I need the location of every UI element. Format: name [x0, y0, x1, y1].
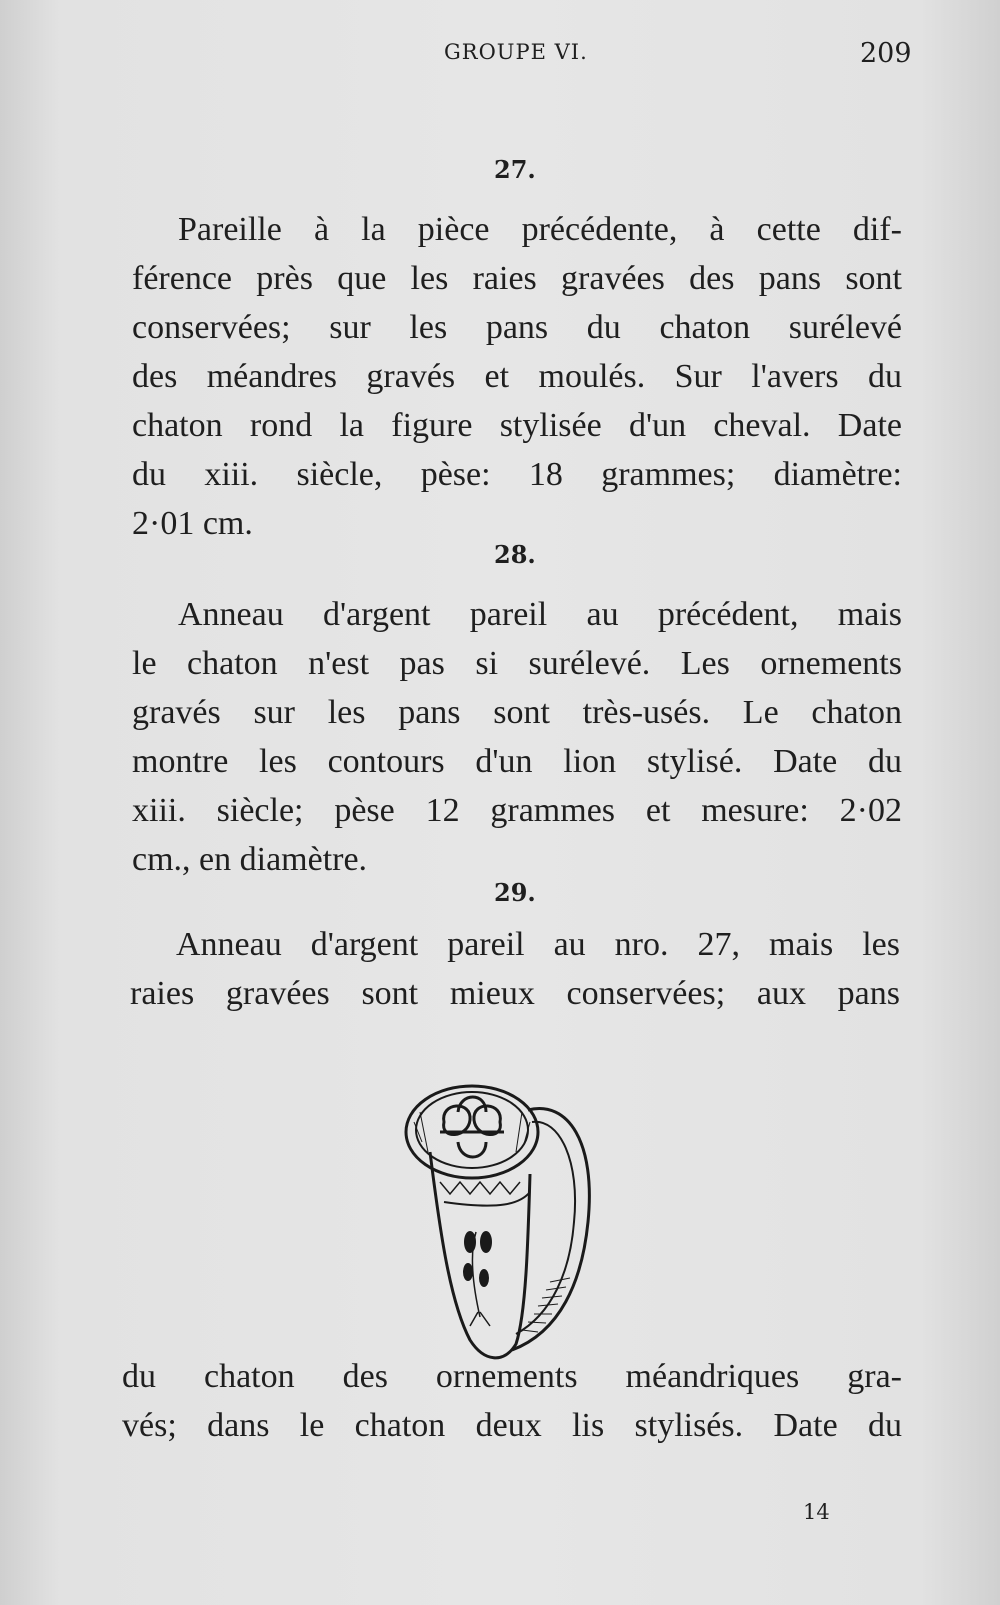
- text-line: gravés sur les pans sont très-usés. Le chaton: [132, 694, 902, 731]
- text-line: le chaton n'est pas si surélevé. Les ornements: [132, 645, 902, 682]
- running-header: GROUPE VI.: [444, 40, 588, 64]
- text-line: du chaton des ornements méandriques gra-: [122, 1358, 902, 1395]
- text-line: 2·01 cm.: [132, 505, 253, 542]
- text-line: chaton rond la figure stylisée d'un cheval. Date: [132, 407, 902, 444]
- text-line: vés; dans le chaton deux lis stylisés. Date du: [122, 1407, 902, 1444]
- entry-number-27: 27.: [494, 155, 536, 184]
- entry-27-text: [132, 205, 902, 548]
- text-line: férence près que les raies gravées des pans sont: [132, 260, 902, 297]
- entry-number-28: 28.: [494, 540, 536, 569]
- text-line: xiii. siècle; pèse 12 grammes et mesure: 2·02: [132, 792, 902, 829]
- ring-illustration: [400, 1082, 620, 1368]
- page-number: 209: [860, 38, 912, 69]
- entry-29-text-after: [122, 1352, 902, 1450]
- text-line: des méandres gravés et moulés. Sur l'avers du: [132, 358, 902, 395]
- text-line: du xiii. siècle, pèse: 18 grammes; diamètre:: [132, 456, 902, 493]
- text-line: Anneau d'argent pareil au nro. 27, mais les: [176, 926, 900, 963]
- entry-28-text: [132, 590, 902, 884]
- text-line: raies gravées sont mieux conservées; aux pans: [130, 975, 900, 1012]
- text-line: cm., en diamètre.: [132, 841, 368, 878]
- signature-mark: 14: [803, 1500, 830, 1524]
- entry-number-29: 29.: [494, 878, 536, 907]
- text-line: Pareille à la pièce précédente, à cette dif-: [178, 211, 902, 248]
- text-line: Anneau d'argent pareil au précédent, mais: [178, 596, 902, 633]
- entry-29-text-before: [130, 920, 900, 1018]
- text-line: montre les contours d'un lion stylisé. Date du: [132, 743, 902, 780]
- text-line: conservées; sur les pans du chaton surélevé: [132, 309, 902, 346]
